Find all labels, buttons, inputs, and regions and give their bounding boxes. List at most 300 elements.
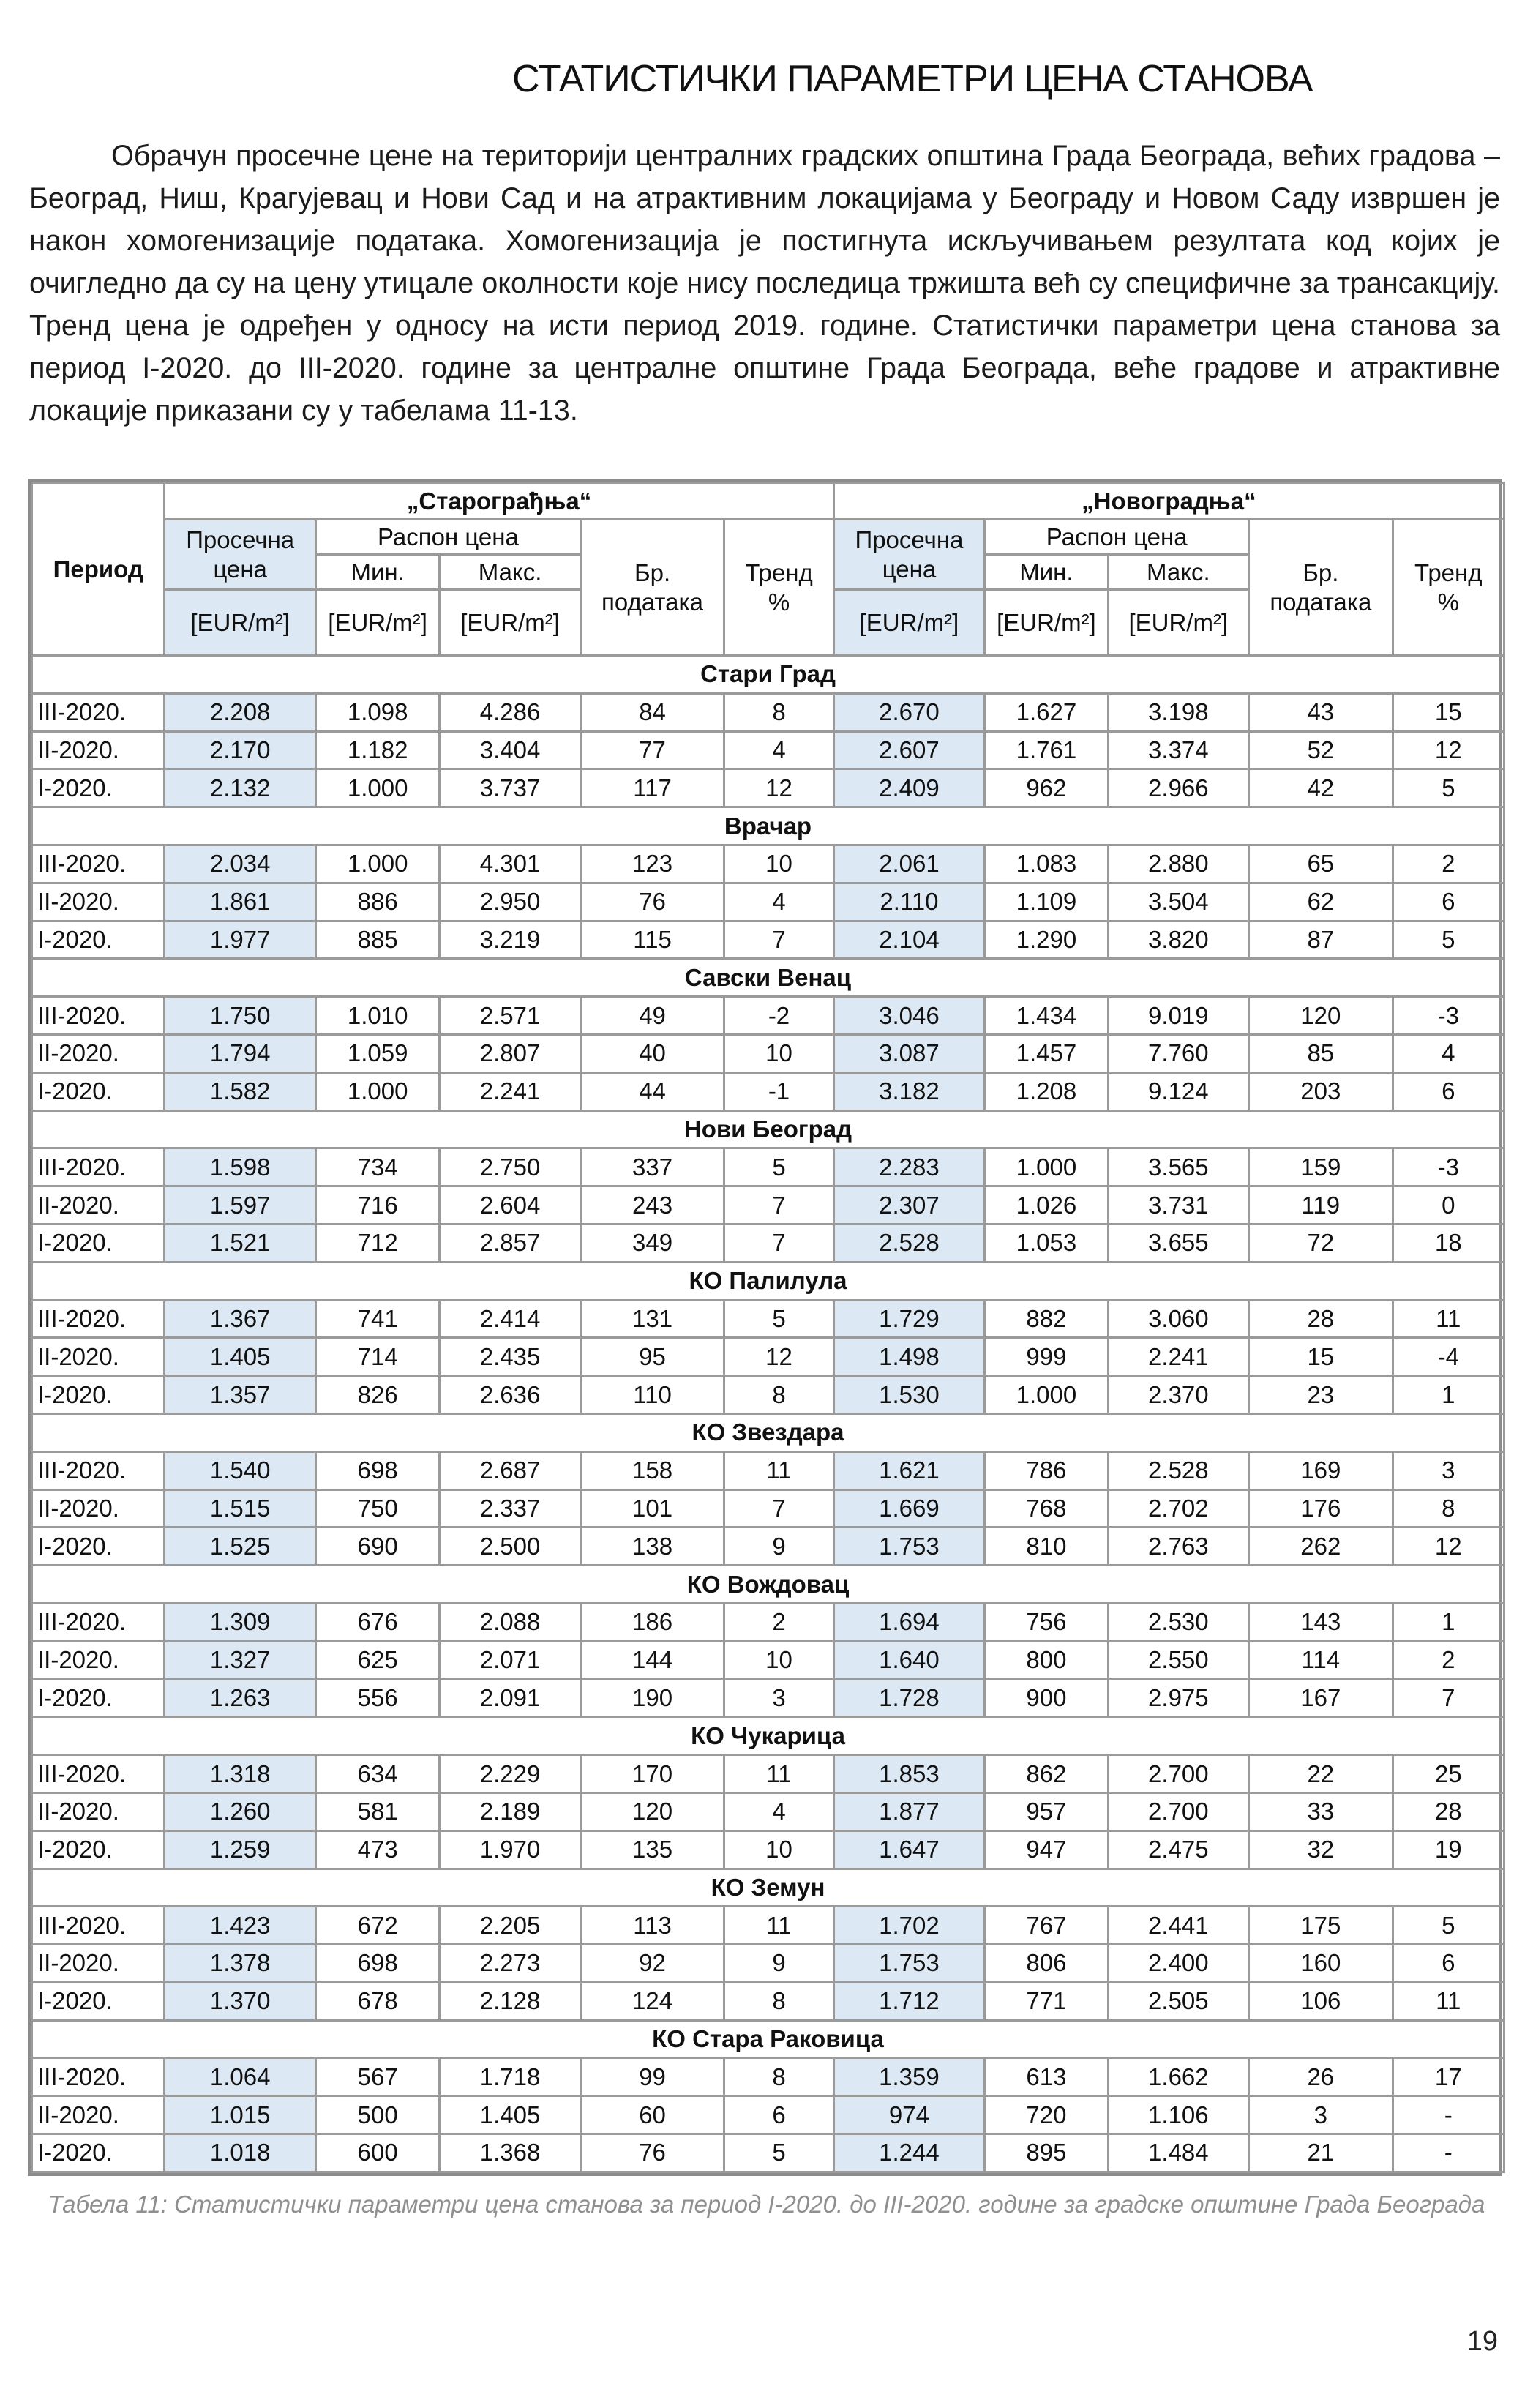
value-cell: 1.498 xyxy=(833,1338,985,1376)
value-cell: 1.669 xyxy=(833,1489,985,1528)
value-cell: 28 xyxy=(1249,1300,1393,1338)
value-cell: 2.409 xyxy=(833,769,985,807)
section-title: Стари Град xyxy=(32,656,1504,694)
section-row xyxy=(32,1566,1504,1604)
trend-header-left: Тренд % xyxy=(724,520,833,656)
period-header: Период xyxy=(32,483,165,656)
value-cell: 12 xyxy=(1393,731,1504,769)
value-cell: 1.977 xyxy=(165,921,316,959)
value-cell: 2.241 xyxy=(1108,1338,1248,1376)
value-cell: 120 xyxy=(580,1792,724,1831)
value-cell: 1.000 xyxy=(985,1376,1108,1414)
value-cell: 1.290 xyxy=(985,921,1108,959)
value-cell: 8 xyxy=(724,1982,833,2020)
table-row xyxy=(32,1641,1504,1679)
value-cell: 131 xyxy=(580,1300,724,1338)
value-cell: 95 xyxy=(580,1338,724,1376)
value-cell: 750 xyxy=(315,1489,439,1528)
value-cell: 1.970 xyxy=(440,1831,580,1869)
value-cell: 337 xyxy=(580,1148,724,1186)
value-cell: 1 xyxy=(1393,1376,1504,1414)
value-cell: 6 xyxy=(1393,883,1504,921)
value-cell: 1.530 xyxy=(833,1376,985,1414)
value-cell: 1.064 xyxy=(165,2058,316,2096)
value-cell: 1.357 xyxy=(165,1376,316,1414)
value-cell: 12 xyxy=(724,1338,833,1376)
value-cell: 123 xyxy=(580,845,724,883)
section-row xyxy=(32,1717,1504,1755)
value-cell: 720 xyxy=(985,2096,1108,2134)
value-cell: 2.950 xyxy=(440,883,580,921)
value-cell: 2.132 xyxy=(165,769,316,807)
value-cell: 1.718 xyxy=(440,2058,580,2096)
value-cell: 115 xyxy=(580,921,724,959)
table-row xyxy=(32,845,1504,883)
max-header-right: Макс. xyxy=(1108,555,1248,590)
value-cell: 2.414 xyxy=(440,1300,580,1338)
value-cell: 72 xyxy=(1249,1224,1393,1262)
value-cell: 2.500 xyxy=(440,1528,580,1566)
value-cell: 5 xyxy=(724,2134,833,2172)
value-cell: 11 xyxy=(724,1755,833,1793)
value-cell: 7 xyxy=(724,1489,833,1528)
value-cell: 676 xyxy=(315,1603,439,1641)
value-cell: 1.761 xyxy=(985,731,1108,769)
trend-header-right: Тренд % xyxy=(1393,520,1504,656)
avg-price-header-right: Просечна цена xyxy=(833,520,985,590)
value-cell: 0 xyxy=(1393,1186,1504,1224)
period-cell: I-2020. xyxy=(32,1679,165,1717)
value-cell: 2 xyxy=(1393,1641,1504,1679)
value-cell: 613 xyxy=(985,2058,1108,2096)
value-cell: 634 xyxy=(315,1755,439,1793)
period-cell: II-2020. xyxy=(32,1034,165,1072)
table-row xyxy=(32,693,1504,731)
value-cell: 698 xyxy=(315,1451,439,1489)
table-row xyxy=(32,1755,1504,1793)
value-cell: 2.088 xyxy=(440,1603,580,1641)
period-cell: II-2020. xyxy=(32,731,165,769)
value-cell: 1.621 xyxy=(833,1451,985,1489)
value-cell: 741 xyxy=(315,1300,439,1338)
value-cell: 1.000 xyxy=(315,1072,439,1110)
value-cell: 3 xyxy=(724,1679,833,1717)
value-cell: 2.307 xyxy=(833,1186,985,1224)
value-cell: 1.370 xyxy=(165,1982,316,2020)
table-row xyxy=(32,1186,1504,1224)
table-row xyxy=(32,1072,1504,1110)
value-cell: 25 xyxy=(1393,1755,1504,1793)
value-cell: 806 xyxy=(985,1945,1108,1983)
table-row xyxy=(32,921,1504,959)
value-cell: 4 xyxy=(724,1792,833,1831)
max-unit-left: [EUR/m²] xyxy=(440,590,580,656)
value-cell: 862 xyxy=(985,1755,1108,1793)
value-cell: 2 xyxy=(724,1603,833,1641)
value-cell: 9.124 xyxy=(1108,1072,1248,1110)
value-cell: 170 xyxy=(580,1755,724,1793)
table-row xyxy=(32,1945,1504,1983)
value-cell: 21 xyxy=(1249,2134,1393,2172)
value-cell: 2.208 xyxy=(165,693,316,731)
value-cell: 3.182 xyxy=(833,1072,985,1110)
table-row xyxy=(32,769,1504,807)
value-cell: 7.760 xyxy=(1108,1034,1248,1072)
value-cell: 1.000 xyxy=(985,1148,1108,1186)
value-cell: 1.244 xyxy=(833,2134,985,2172)
value-cell: 800 xyxy=(985,1641,1108,1679)
value-cell: 1.098 xyxy=(315,693,439,731)
section-row xyxy=(32,1413,1504,1451)
value-cell: 243 xyxy=(580,1186,724,1224)
value-cell: 144 xyxy=(580,1641,724,1679)
value-cell: 1.877 xyxy=(833,1792,985,1831)
value-cell: 4.286 xyxy=(440,693,580,731)
value-cell: 3.219 xyxy=(440,921,580,959)
value-cell: 7 xyxy=(724,921,833,959)
period-cell: I-2020. xyxy=(32,1224,165,1262)
period-cell: I-2020. xyxy=(32,1982,165,2020)
value-cell: 203 xyxy=(1249,1072,1393,1110)
value-cell: 10 xyxy=(724,845,833,883)
period-cell: I-2020. xyxy=(32,1831,165,1869)
value-cell: 5 xyxy=(724,1300,833,1338)
value-cell: 500 xyxy=(315,2096,439,2134)
value-cell: 43 xyxy=(1249,693,1393,731)
value-cell: 1.053 xyxy=(985,1224,1108,1262)
period-cell: II-2020. xyxy=(32,1186,165,1224)
value-cell: 712 xyxy=(315,1224,439,1262)
value-cell: 8 xyxy=(724,693,833,731)
period-cell: II-2020. xyxy=(32,1489,165,1528)
page-number: 19 xyxy=(1466,2326,1498,2357)
period-cell: I-2020. xyxy=(32,1072,165,1110)
min-unit-right: [EUR/m²] xyxy=(985,590,1108,656)
value-cell: 2.528 xyxy=(833,1224,985,1262)
value-cell: 882 xyxy=(985,1300,1108,1338)
value-cell: 567 xyxy=(315,2058,439,2096)
value-cell: 10 xyxy=(724,1641,833,1679)
value-cell: 124 xyxy=(580,1982,724,2020)
value-cell: 167 xyxy=(1249,1679,1393,1717)
value-cell: 556 xyxy=(315,1679,439,1717)
value-cell: 2.170 xyxy=(165,731,316,769)
value-cell: 8 xyxy=(724,1376,833,1414)
value-cell: 176 xyxy=(1249,1489,1393,1528)
value-cell: 19 xyxy=(1393,1831,1504,1869)
value-cell: 2.189 xyxy=(440,1792,580,1831)
value-cell: 698 xyxy=(315,1945,439,1983)
value-cell: 7 xyxy=(724,1186,833,1224)
value-cell: 1.015 xyxy=(165,2096,316,2134)
value-cell: 1.260 xyxy=(165,1792,316,1831)
value-cell: 3.198 xyxy=(1108,693,1248,731)
value-cell: 22 xyxy=(1249,1755,1393,1793)
value-cell: 2.700 xyxy=(1108,1755,1248,1793)
value-cell: 2.857 xyxy=(440,1224,580,1262)
value-cell: 1.598 xyxy=(165,1148,316,1186)
value-cell: 2.530 xyxy=(1108,1603,1248,1641)
count-header-left: Бр. података xyxy=(580,520,724,656)
period-cell: II-2020. xyxy=(32,1641,165,1679)
value-cell: 5 xyxy=(724,1148,833,1186)
value-cell: -1 xyxy=(724,1072,833,1110)
value-cell: 886 xyxy=(315,883,439,921)
value-cell: 2.763 xyxy=(1108,1528,1248,1566)
table-row xyxy=(32,2096,1504,2134)
value-cell: 11 xyxy=(1393,1300,1504,1338)
value-cell: 12 xyxy=(1393,1528,1504,1566)
value-cell: 175 xyxy=(1249,1907,1393,1945)
value-cell: 158 xyxy=(580,1451,724,1489)
section-title: КО Палилула xyxy=(32,1262,1504,1300)
value-cell: 962 xyxy=(985,769,1108,807)
value-cell: 1.109 xyxy=(985,883,1108,921)
value-cell: 2.687 xyxy=(440,1451,580,1489)
value-cell: 625 xyxy=(315,1641,439,1679)
table-row xyxy=(32,1528,1504,1566)
value-cell: 3.737 xyxy=(440,769,580,807)
value-cell: 1.662 xyxy=(1108,2058,1248,2096)
value-cell: 11 xyxy=(724,1451,833,1489)
value-cell: 1.434 xyxy=(985,997,1108,1035)
value-cell: 2.110 xyxy=(833,883,985,921)
value-cell: 473 xyxy=(315,1831,439,1869)
value-cell: 135 xyxy=(580,1831,724,1869)
table-row xyxy=(32,1376,1504,1414)
section-title: КО Земун xyxy=(32,1869,1504,1907)
period-cell: III-2020. xyxy=(32,1755,165,1793)
value-cell: -2 xyxy=(724,997,833,1035)
value-cell: 44 xyxy=(580,1072,724,1110)
value-cell: 678 xyxy=(315,1982,439,2020)
value-cell: 1.694 xyxy=(833,1603,985,1641)
price-range-header-left: Распон цена xyxy=(315,520,580,555)
value-cell: 2.241 xyxy=(440,1072,580,1110)
value-cell: 1.059 xyxy=(315,1034,439,1072)
period-cell: I-2020. xyxy=(32,1528,165,1566)
period-cell: I-2020. xyxy=(32,1376,165,1414)
value-cell: -3 xyxy=(1393,997,1504,1035)
value-cell: 1.000 xyxy=(315,769,439,807)
value-cell: 169 xyxy=(1249,1451,1393,1489)
intro-paragraph xyxy=(29,135,1500,432)
count-header-right: Бр. података xyxy=(1249,520,1393,656)
value-cell: 92 xyxy=(580,1945,724,1983)
value-cell: 2.700 xyxy=(1108,1792,1248,1831)
table-row xyxy=(32,1148,1504,1186)
value-cell: 2.229 xyxy=(440,1755,580,1793)
period-cell: III-2020. xyxy=(32,845,165,883)
period-cell: III-2020. xyxy=(32,1907,165,1945)
table-row xyxy=(32,1224,1504,1262)
value-cell: 974 xyxy=(833,2096,985,2134)
value-cell: 65 xyxy=(1249,845,1393,883)
value-cell: 2.283 xyxy=(833,1148,985,1186)
section-row xyxy=(32,807,1504,845)
value-cell: 716 xyxy=(315,1186,439,1224)
table-row xyxy=(32,1489,1504,1528)
value-cell: 3.731 xyxy=(1108,1186,1248,1224)
value-cell: 1.208 xyxy=(985,1072,1108,1110)
value-cell: 6 xyxy=(724,2096,833,2134)
value-cell: 5 xyxy=(1393,769,1504,807)
value-cell: - xyxy=(1393,2134,1504,2172)
value-cell: 138 xyxy=(580,1528,724,1566)
value-cell: 1.405 xyxy=(440,2096,580,2134)
period-cell: III-2020. xyxy=(32,1451,165,1489)
value-cell: 3.820 xyxy=(1108,921,1248,959)
value-cell: 186 xyxy=(580,1603,724,1641)
value-cell: 2.604 xyxy=(440,1186,580,1224)
value-cell: 76 xyxy=(580,2134,724,2172)
value-cell: 826 xyxy=(315,1376,439,1414)
value-cell: 2 xyxy=(1393,845,1504,883)
value-cell: 85 xyxy=(1249,1034,1393,1072)
value-cell: 1.010 xyxy=(315,997,439,1035)
period-cell: III-2020. xyxy=(32,1300,165,1338)
value-cell: 3.374 xyxy=(1108,731,1248,769)
value-cell: 9 xyxy=(724,1945,833,1983)
value-cell: 113 xyxy=(580,1907,724,1945)
section-title: КО Звездара xyxy=(32,1413,1504,1451)
value-cell: 1.640 xyxy=(833,1641,985,1679)
value-cell: 3.404 xyxy=(440,731,580,769)
value-cell: 8 xyxy=(1393,1489,1504,1528)
value-cell: 1.647 xyxy=(833,1831,985,1869)
value-cell: 4.301 xyxy=(440,845,580,883)
value-cell: 2.205 xyxy=(440,1907,580,1945)
table-row xyxy=(32,1338,1504,1376)
value-cell: 159 xyxy=(1249,1148,1393,1186)
value-cell: 1.327 xyxy=(165,1641,316,1679)
value-cell: 11 xyxy=(1393,1982,1504,2020)
value-cell: 1.702 xyxy=(833,1907,985,1945)
value-cell: 672 xyxy=(315,1907,439,1945)
value-cell: 1.106 xyxy=(1108,2096,1248,2134)
value-cell: 810 xyxy=(985,1528,1108,1566)
period-cell: II-2020. xyxy=(32,2096,165,2134)
price-range-header-right: Распон цена xyxy=(985,520,1249,555)
value-cell: 84 xyxy=(580,693,724,731)
period-cell: I-2020. xyxy=(32,769,165,807)
value-cell: 1.378 xyxy=(165,1945,316,1983)
value-cell: 160 xyxy=(1249,1945,1393,1983)
value-cell: 1.457 xyxy=(985,1034,1108,1072)
value-cell: -3 xyxy=(1393,1148,1504,1186)
value-cell: 1.540 xyxy=(165,1451,316,1489)
value-cell: 1.423 xyxy=(165,1907,316,1945)
value-cell: 9.019 xyxy=(1108,997,1248,1035)
value-cell: 767 xyxy=(985,1907,1108,1945)
value-cell: 110 xyxy=(580,1376,724,1414)
table-row xyxy=(32,883,1504,921)
page-title: СТАТИСТИЧКИ ПАРАМЕТРИ ЦЕНА СТАНОВА xyxy=(512,58,1313,100)
value-cell: 143 xyxy=(1249,1603,1393,1641)
value-cell: 1.018 xyxy=(165,2134,316,2172)
value-cell: 1.259 xyxy=(165,1831,316,1869)
min-header-right: Мин. xyxy=(985,555,1108,590)
value-cell: 900 xyxy=(985,1679,1108,1717)
value-cell: 77 xyxy=(580,731,724,769)
value-cell: 690 xyxy=(315,1528,439,1566)
value-cell: 3.504 xyxy=(1108,883,1248,921)
value-cell: 11 xyxy=(724,1907,833,1945)
value-cell: 2.702 xyxy=(1108,1489,1248,1528)
value-cell: 1.753 xyxy=(833,1945,985,1983)
table-body xyxy=(32,656,1504,2172)
value-cell: 10 xyxy=(724,1831,833,1869)
period-cell: II-2020. xyxy=(32,1945,165,1983)
min-unit-left: [EUR/m²] xyxy=(315,590,439,656)
period-cell: I-2020. xyxy=(32,2134,165,2172)
section-title: Нови Београд xyxy=(32,1110,1504,1148)
value-cell: 119 xyxy=(1249,1186,1393,1224)
value-cell: 2.807 xyxy=(440,1034,580,1072)
value-cell: 52 xyxy=(1249,731,1393,769)
period-cell: I-2020. xyxy=(32,921,165,959)
table-row xyxy=(32,1679,1504,1717)
value-cell: 1.263 xyxy=(165,1679,316,1717)
table-row xyxy=(32,1792,1504,1831)
value-cell: 768 xyxy=(985,1489,1108,1528)
value-cell: 2.441 xyxy=(1108,1907,1248,1945)
max-header-left: Макс. xyxy=(440,555,580,590)
min-header-left: Мин. xyxy=(315,555,439,590)
value-cell: 1.750 xyxy=(165,997,316,1035)
value-cell: 581 xyxy=(315,1792,439,1831)
value-cell: 32 xyxy=(1249,1831,1393,1869)
value-cell: 2.505 xyxy=(1108,1982,1248,2020)
value-cell: 1.515 xyxy=(165,1489,316,1528)
table-row xyxy=(32,1982,1504,2020)
value-cell: 3.565 xyxy=(1108,1148,1248,1186)
value-cell: 9 xyxy=(724,1528,833,1566)
value-cell: 23 xyxy=(1249,1376,1393,1414)
value-cell: 349 xyxy=(580,1224,724,1262)
intro-text: Обрачун просечне цене на територији централних градских општина Града Београда, већих градова – Београд, Ниш, Крагујевац и Нови Сад и на атрактивним локацијама у Београду и Новом Саду извршен је након хомогенизације података. Хомогенизација је постигнута искључивањем резултата код којих је очигледно да су на цену утицале околности које нису последица тржишта већ су специфичне за трансакцију. Тренд цена је одређен у односу на исти период 2019. године. Статистички параметри цена станова за период I-2020. до III-2020. године за централне општине Града Београда, веће градове и атрактивне локације приказани су у табелама 11-13. xyxy=(29,140,1500,427)
section-row xyxy=(32,1262,1504,1300)
value-cell: 2.880 xyxy=(1108,845,1248,883)
value-cell: 1.368 xyxy=(440,2134,580,2172)
value-cell: 10 xyxy=(724,1034,833,1072)
value-cell: 2.104 xyxy=(833,921,985,959)
value-cell: 4 xyxy=(724,883,833,921)
value-cell: 2.034 xyxy=(165,845,316,883)
value-cell: 101 xyxy=(580,1489,724,1528)
table-row xyxy=(32,1300,1504,1338)
period-cell: III-2020. xyxy=(32,997,165,1035)
value-cell: 28 xyxy=(1393,1792,1504,1831)
value-cell: 2.636 xyxy=(440,1376,580,1414)
table-row xyxy=(32,731,1504,769)
value-cell: 2.071 xyxy=(440,1641,580,1679)
section-row xyxy=(32,2020,1504,2058)
value-cell: 2.528 xyxy=(1108,1451,1248,1489)
value-cell: 3.046 xyxy=(833,997,985,1035)
value-cell: 42 xyxy=(1249,769,1393,807)
value-cell: 5 xyxy=(1393,921,1504,959)
value-cell: 1.000 xyxy=(315,845,439,883)
value-cell: - xyxy=(1393,2096,1504,2134)
value-cell: 1.794 xyxy=(165,1034,316,1072)
value-cell: 3.060 xyxy=(1108,1300,1248,1338)
value-cell: 3.087 xyxy=(833,1034,985,1072)
value-cell: 2.607 xyxy=(833,731,985,769)
value-cell: 1.728 xyxy=(833,1679,985,1717)
value-cell: 2.966 xyxy=(1108,769,1248,807)
value-cell: 18 xyxy=(1393,1224,1504,1262)
